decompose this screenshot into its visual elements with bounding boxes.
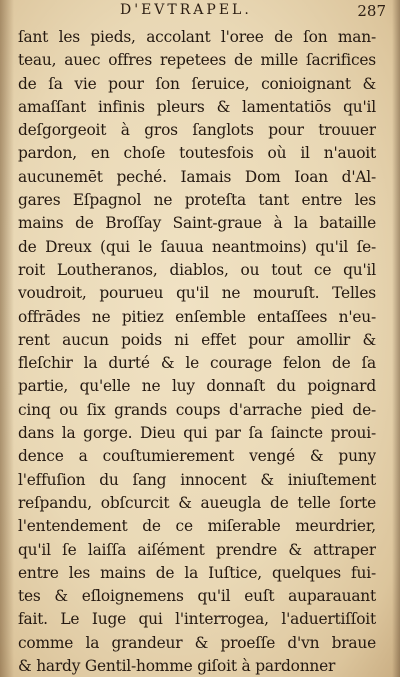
text-line: comme la grandeur & proeſſe d'vn braue (18, 633, 376, 652)
text-line: deſgorgeoit à gros ſanglots pour trouuer (18, 121, 376, 140)
text-line: amaſſant infinis pleurs & lamentatiōs qu'il (18, 97, 376, 116)
text-line: roit Loutheranos, diablos, ou tout ce qu'il (18, 260, 376, 279)
text-line: mains de Broſſay Saint-graue à la bataille (18, 214, 376, 233)
text-line: reſpandu, obſcurcit & aueugla de telle ſorte (18, 493, 376, 512)
text-line: l'effuſion du ſang innocent & iniuſtement (18, 470, 376, 489)
text-line: teau, auec offres repetees de mille ſacrifices (18, 51, 376, 70)
text-line: gares Eſpagnol ne proteſta tant entre les (18, 191, 376, 210)
text-line: offrādes ne pitiez enſemble entaſſees n'eu- (18, 307, 376, 326)
text-line: pardon, en choſe toutesfois où il n'auoit (18, 144, 376, 163)
text-line: de Dreux (qui le ſauua neantmoins) qu'il ſe- (18, 237, 376, 256)
text-line: l'entendement de ce miſerable meurdrier, (18, 517, 376, 536)
text-line: ſant les pieds, accolant l'oree de ſon man- (18, 28, 376, 46)
text-line: aucunemēt peché. Iamais Dom Ioan d'Al- (18, 167, 376, 186)
text-line: fleſchir la durté & le courage felon de ſa (18, 354, 376, 373)
text-line: qu'il ſe laiſſa aiſément prendre & attraper (18, 540, 376, 559)
text-line: de ſa vie pour ſon ſeruice, conioignant & (18, 74, 376, 93)
text-line: dans la gorge. Dieu qui par ſa ſaincte proui- (18, 424, 376, 443)
text-line: entre les mains de la Iuſtice, quelques fui- (18, 563, 376, 582)
page-number: 287 (357, 2, 386, 20)
text-line: tes & eſloignemens qu'il euſt auparauant (18, 587, 376, 606)
text-line: voudroit, pourueu qu'il ne mouruſt. Telles (18, 284, 376, 303)
text-line: fait. Le Iuge qui l'interrogea, l'aduertiſſoit (18, 610, 376, 629)
text-line: & hardy Gentil-homme giſoit à pardonner (18, 657, 336, 676)
text-line: rent aucun poids ni effet pour amollir & (18, 330, 376, 349)
running-title: D'EVTRAPEL. (120, 2, 252, 18)
running-head (0, 2, 400, 20)
text-line: cinq ou ſix grands coups d'arrache pied de- (18, 400, 376, 419)
text-line: partie, qu'elle ne luy donnaſt du poignard (18, 377, 376, 396)
body-text (18, 26, 376, 677)
text-line: dence a couſtumierement vengé & puny (18, 447, 376, 466)
